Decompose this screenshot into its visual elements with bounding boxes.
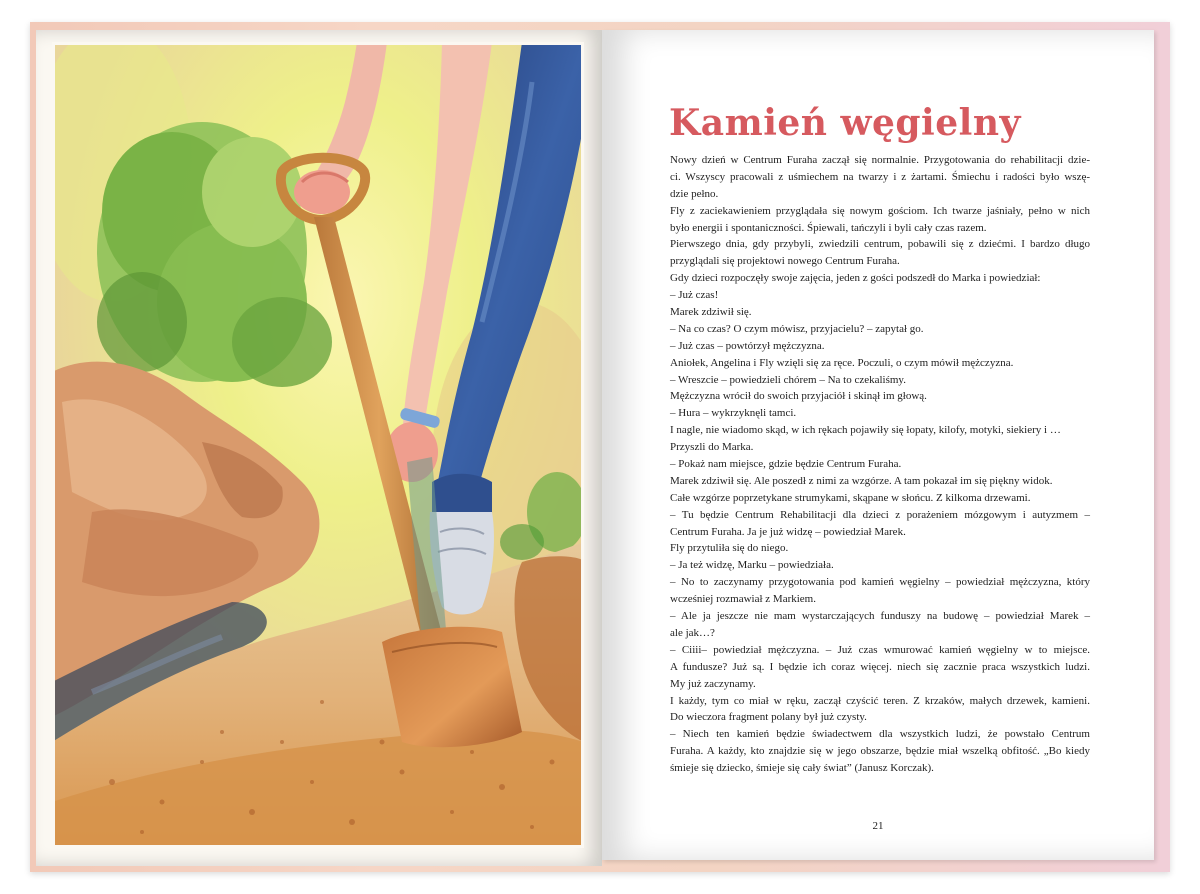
text-line: śmieje się dziecko, śmieje się cały świat” (Janusz Korczak). (670, 762, 934, 775)
text-line: Fly z zaciekawieniem przyglądała się nowym gościom. Ich twarze jaśniały, pełno w nich (670, 204, 1090, 217)
text-line: ci. Wszyscy pracowali z uśmiechem na twarzy i z żartami. Śmiechu i radości było wszę- (670, 170, 1090, 183)
text-line: – Na co czas? O czym mówisz, przyjacielu? – zapytał go. (670, 322, 924, 335)
page-number: 21 (872, 820, 884, 832)
text-line: My już zaczynamy. (670, 677, 756, 690)
left-page (36, 30, 602, 866)
text-line: wcześniej rozmawiał z Markiem. (670, 593, 816, 606)
text-line: – Już czas! (670, 289, 719, 302)
chapter-title: Kamień węgielny (669, 102, 1021, 144)
text-line: Marek zdziwił się. (670, 306, 752, 319)
text-line: Mężczyzna wrócił do swoich przyjaciół i skinął im głową. (670, 390, 927, 403)
text-line: I każdy, tym co miał w ręku, zaczął czyścić teren. Z krzaków, małych drzewek, kamieni. (670, 694, 1090, 707)
text-line: ale jak…? (670, 626, 715, 639)
text-line: – Niech ten kamień będzie świadectwem dla wszystkich ludzi, że powstało Centrum (670, 728, 1090, 741)
text-line: Centrum Furaha. Ja je już widzę – powiedział Marek. (670, 525, 906, 538)
text-line: – Hura – wykrzyknęli tamci. (670, 407, 797, 420)
text-line: – Ciiii– powiedział mężczyzna. – Już czas wmurować kamień węgielny w to miejsce. (670, 643, 1090, 656)
text-line: – Wreszcie – powiedzieli chórem – Na to czekaliśmy. (670, 373, 906, 386)
text-line: Furaha. A każdy, kto znajdzie się w jego obszarze, będzie miał wszelką obfitość. „Bo kiedy (670, 745, 1090, 758)
text-line: – Ja też widzę, Marku – powiedziała. (670, 559, 834, 572)
text-line: Fly przytuliła się do niego. (670, 542, 789, 555)
watercolor-illustration (52, 42, 584, 848)
text-line: Gdy dzieci rozpoczęły swoje zajęcia, jeden z gości podszedł do Marka i powiedział: (670, 272, 1041, 285)
text-line: Przyszli do Marka. (670, 441, 754, 454)
text-line: Aniołek, Angelina i Fly wzięli się za ręce. Poczuli, o czym mówił mężczyzna. (670, 356, 1014, 369)
text-line: – No to zaczynamy przygotowania pod kamień węgielny – powiedział mężczyzna, który (670, 576, 1090, 589)
text-line: Do wieczora fragment polany był już czysty. (670, 711, 867, 724)
text-line: – Już czas – powtórzył mężczyzna. (670, 339, 825, 352)
text-line: – Tu będzie Centrum Rehabilitacji dla dzieci z porażeniem mózgowym i autyzmem – (670, 508, 1090, 521)
text-line: dzie pełno. (670, 187, 719, 200)
text-line: przyglądali się projektowi nowego Centrum Furaha. (670, 255, 900, 268)
text-line: Pierwszego dnia, gdy przybyli, zwiedzili centrum, pobawili się z dziećmi. I bardzo długo (670, 238, 1090, 251)
text-line: A fundusze? Już są. I będzie ich coraz więcej. niech się zacznie praca wszystkich ludzi. (670, 660, 1090, 673)
text-line: Marek zdziwił się. Ale poszedł z nimi za wzgórze. A tam pokazał im się piękny widok. (670, 474, 1053, 487)
right-page (602, 30, 1154, 860)
text-line: Nowy dzień w Centrum Furaha zaczął się normalnie. Przygotowania do rehabilitacji dzie- (670, 154, 1090, 166)
text-line: – Ale ja jeszcze nie mam wystarczających funduszy na budowę – powiedział Marek – (670, 610, 1090, 623)
text-line: było energii i spontaniczności. Śpiewali, tańczyli i byli cały czas razem. (670, 221, 987, 234)
text-line: I nagle, nie wiadomo skąd, w ich rękach pojawiły się łopaty, kilofy, motyki, siekiery i … (670, 424, 1061, 437)
text-line: – Pokaż nam miejsce, gdzie będzie Centrum Furaha. (670, 458, 902, 471)
text-line: Całe wzgórze poprzetykane strumykami, skąpane w słońcu. Z kilkoma drzewami. (670, 491, 1031, 504)
chapter-body-text (670, 152, 1090, 777)
